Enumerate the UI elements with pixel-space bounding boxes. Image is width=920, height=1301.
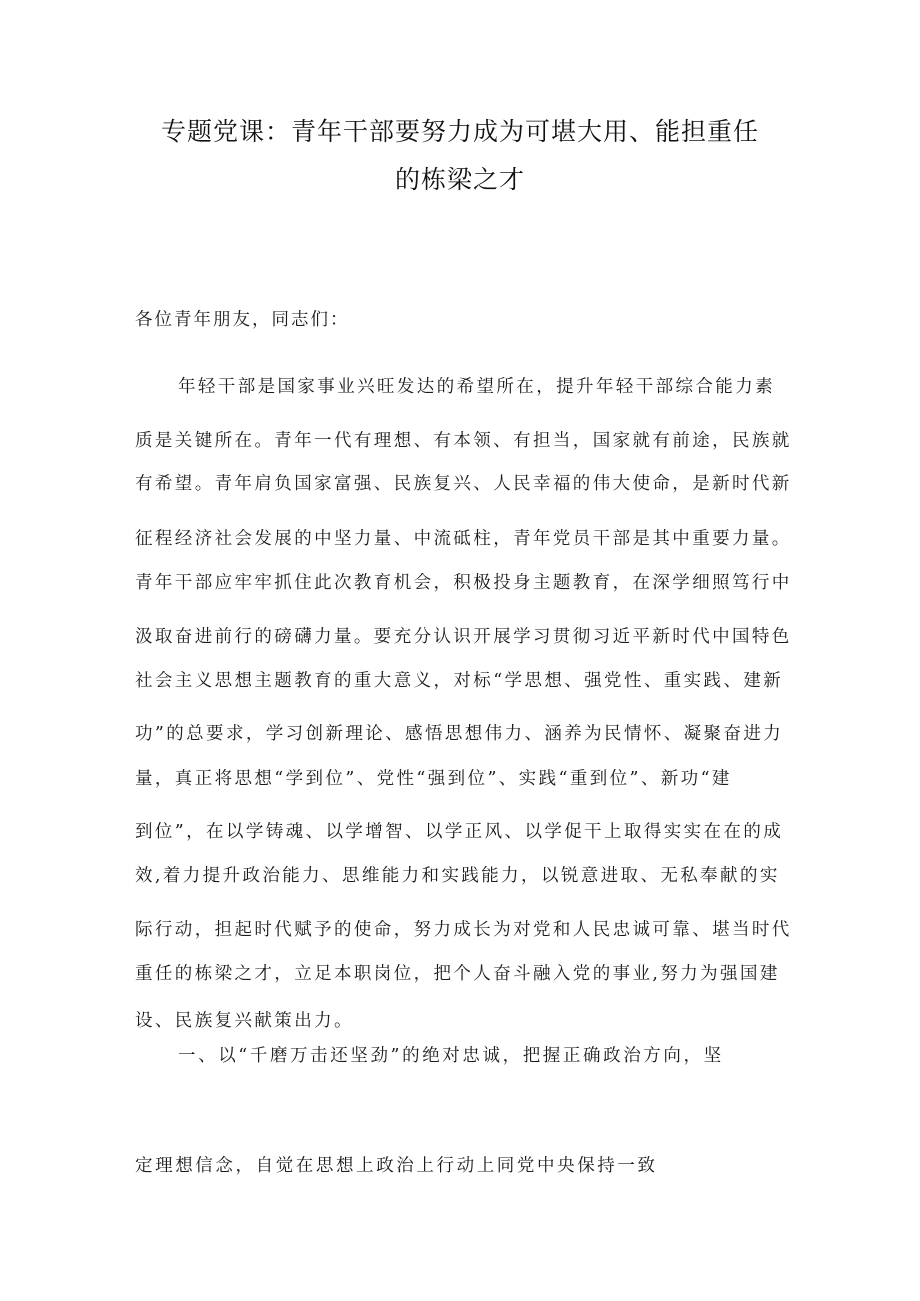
section-heading-line-2: 定理想信念，自觉在思想上政治上行动上同党中央保持一致 [135, 1156, 658, 1176]
paragraph-line: 有希望。青年肩负国家富强、民族复兴、人民幸福的伟大使命，是新时代新 [135, 474, 792, 494]
paragraph-line: 年轻干部是国家事业兴旺发达的希望所在，提升年轻干部综合能力素 [178, 377, 775, 397]
paragraph-line: 量，真正将思想“学到位”、党性“强到位”、实践“重到位”、新功“建 [135, 769, 732, 789]
paragraph-line: 效,着力提升政治能力、思维能力和实践能力，以锐意进取、无私奉献的实 [135, 866, 780, 886]
paragraph-line: 到位”，在以学铸魂、以学增智、以学正风、以学促干上取得实实在在的成 [135, 822, 784, 842]
paragraph-line: 汲取奋进前行的磅礴力量。要充分认识开展学习贯彻习近平新时代中国特色 [135, 627, 792, 647]
paragraph-line: 征程经济社会发展的中坚力量、中流砥柱，青年党员干部是其中重要力量。 [135, 529, 792, 549]
paragraph-line: 质是关键所在。青年一代有理想、有本领、有担当，国家就有前途，民族就 [135, 431, 792, 451]
salutation: 各位青年朋友，同志们： [135, 310, 350, 330]
paragraph-line: 功”的总要求，学习创新理论、感悟思想伟力、涵养为民情怀、凝聚奋进力 [135, 724, 784, 744]
paragraph-line: 重任的栋梁之才，立足本职岗位，把个人奋斗融入党的事业,努力为强国建 [135, 964, 780, 984]
document-title-line-1: 专题党课：青年干部要努力成为可堪大用、能担重任 [160, 117, 759, 146]
paragraph-line: 设、民族复兴献策出力。 [135, 1011, 354, 1031]
section-heading-line-1: 一、以“千磨万击还坚劲”的绝对忠诚，把握正确政治方向，坚 [178, 1046, 724, 1066]
paragraph-line: 社会主义思想主题教育的重大意义，对标“学思想、强党性、重实践、建新 [135, 671, 784, 691]
paragraph-line: 际行动，担起时代赋予的使命，努力成长为对党和人民忠诚可靠、堪当时代 [135, 920, 792, 940]
document-title-line-2: 的栋梁之才 [394, 165, 525, 194]
paragraph-line: 青年干部应牢牢抓住此次教育机会，积极投身主题教育，在深学细照笃行中 [135, 573, 792, 593]
